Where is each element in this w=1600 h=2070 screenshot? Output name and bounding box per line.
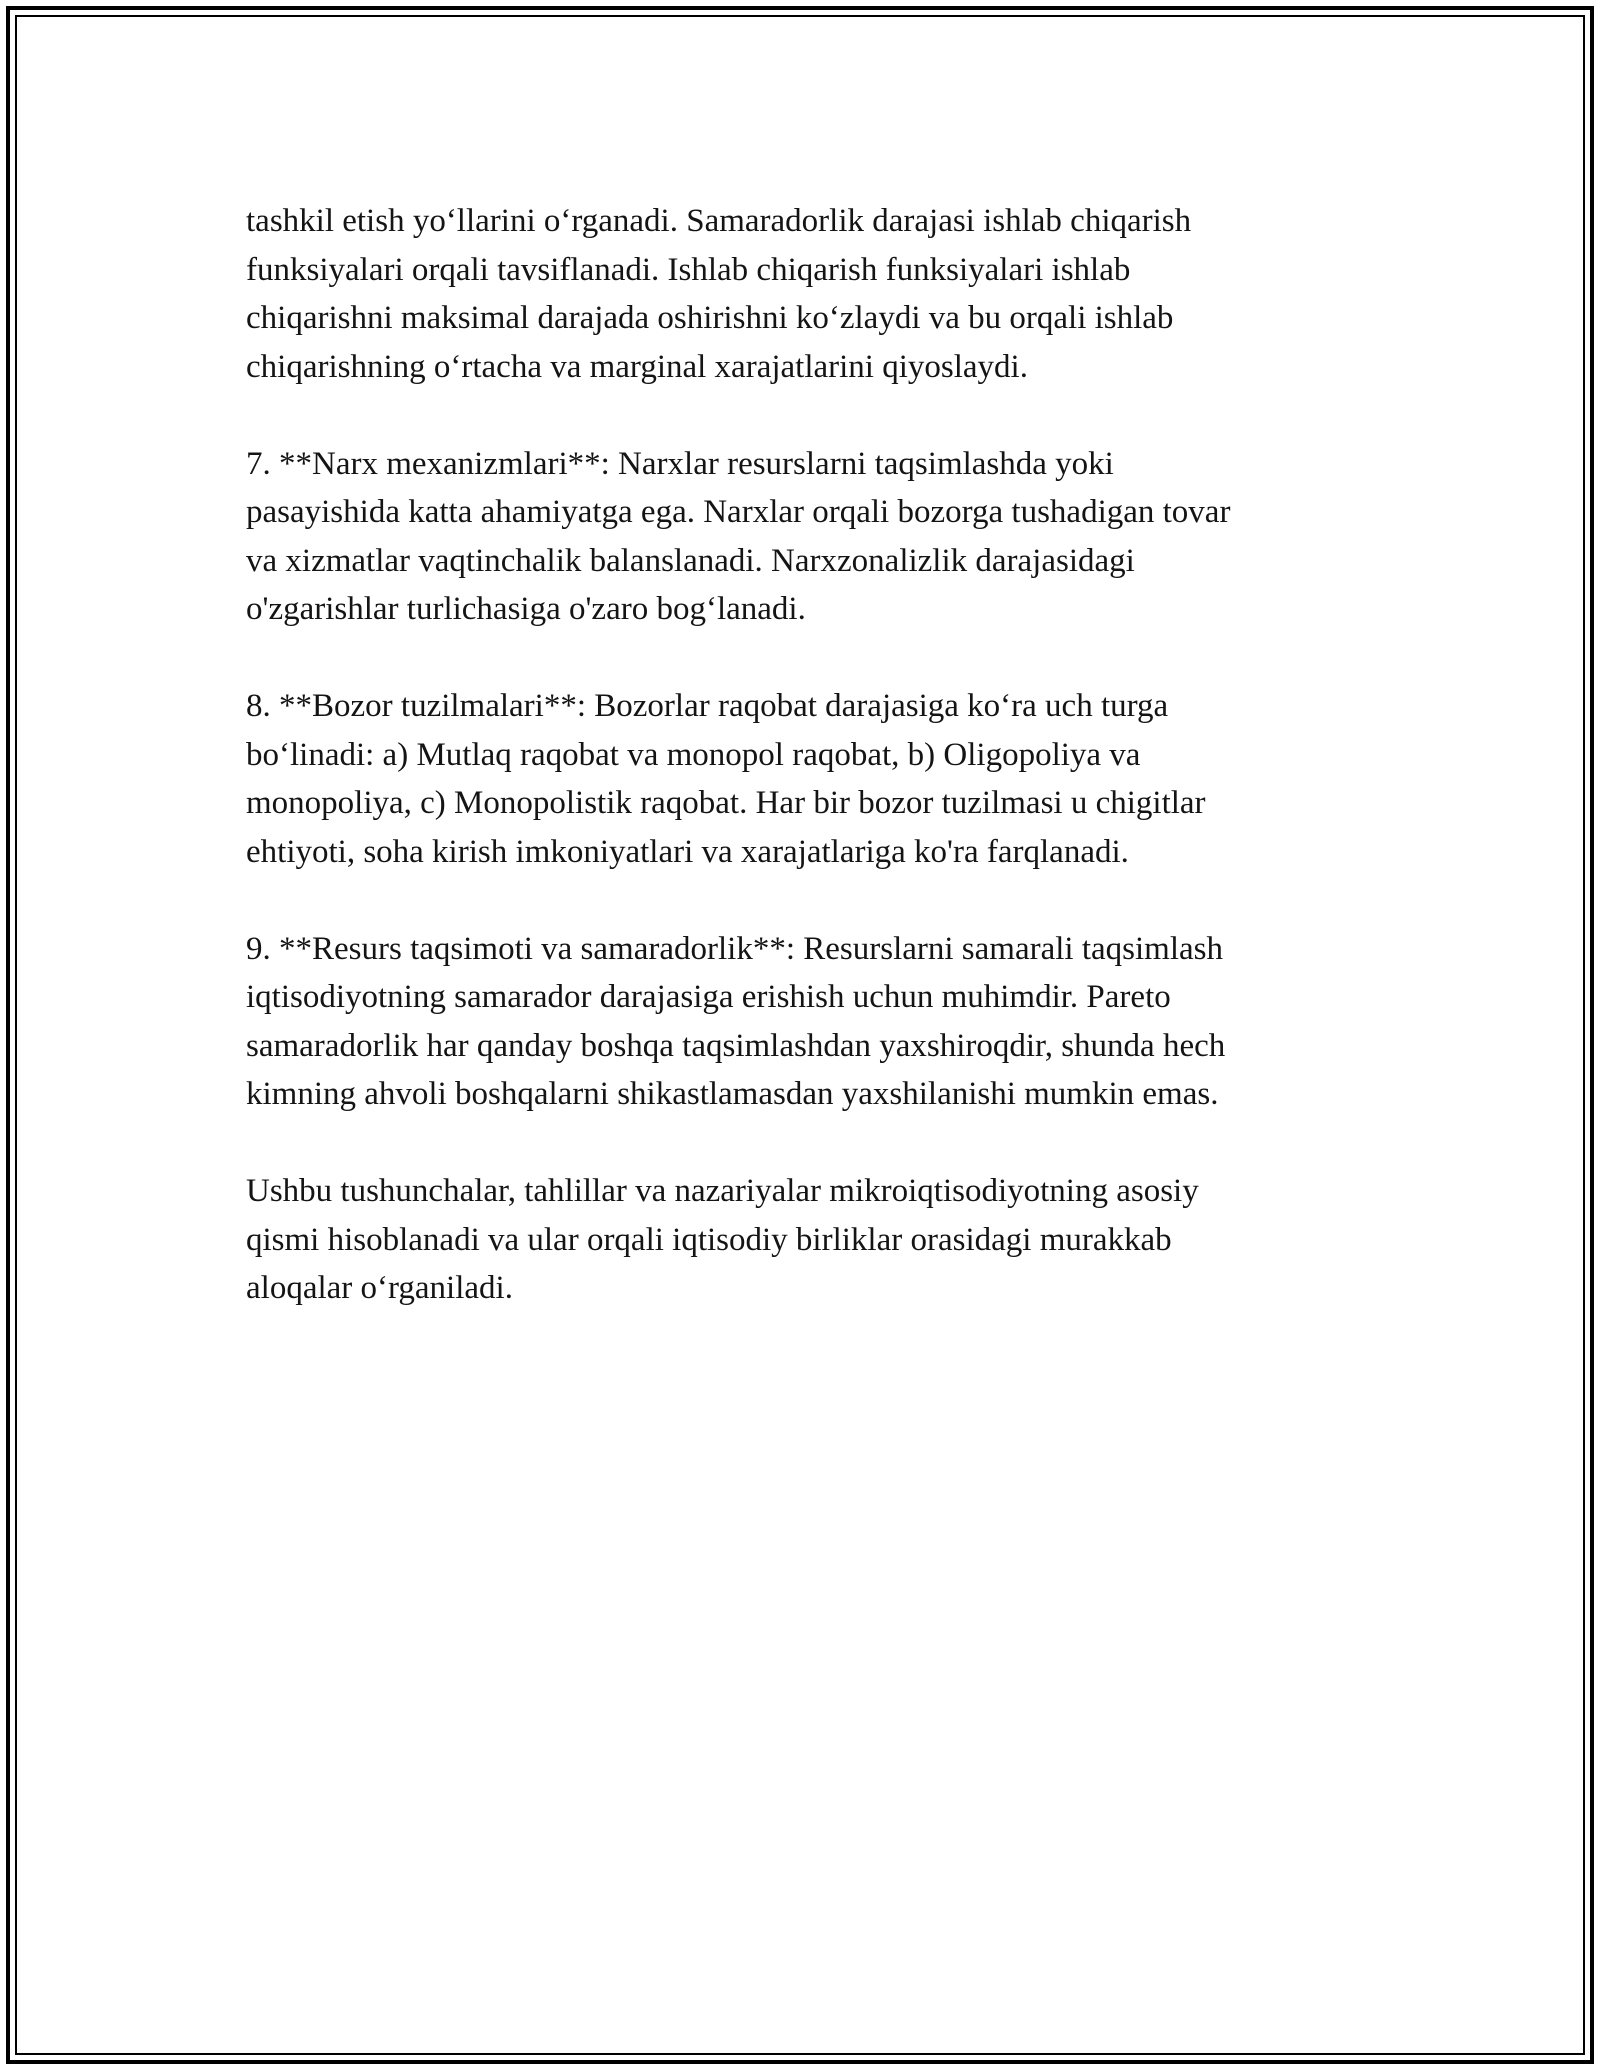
text-line: 7. **Narx mexanizmlari**: Narxlar resurslarni taqsimlashda yoki <box>246 445 1114 482</box>
paragraph-intro-continued <box>246 197 1376 391</box>
text-line: bo‘linadi: a) Mutlaq raqobat va monopol raqobat, b) Oligopoliya va <box>246 736 1141 773</box>
text-line: samaradorlik har qanday boshqa taqsimlashdan yaxshiroqdir, shunda hech <box>246 1027 1226 1064</box>
text-line: va xizmatlar vaqtinchalik balanslanadi. Narxzonalizlik darajasidagi <box>246 542 1135 579</box>
text-line: 8. **Bozor tuzilmalari**: Bozorlar raqobat darajasiga ko‘ra uch turga <box>246 688 1169 724</box>
text-line: o'zgarishlar turlichasiga o'zaro bog‘lanadi. <box>246 591 806 627</box>
paragraph-point-9 <box>246 925 1376 1119</box>
text-line: funksiyalari orqali tavsiflanadi. Ishlab chiqarish funksiyalari ishlab <box>246 251 1131 288</box>
text-line: monopoliya, c) Monopolistik raqobat. Har bir bozor tuzilmasi u chigitlar <box>246 785 1206 821</box>
text-line: ehtiyoti, soha kirish imkoniyatlari va xarajatlariga ko'ra farqlanadi. <box>246 833 1129 870</box>
text-line: tashkil etish yo‘llarini o‘rganadi. Samaradorlik darajasi ishlab chiqarish <box>246 203 1192 239</box>
text-line: chiqarishni maksimal darajada oshirishni ko‘zlaydi va bu orqali ishlab <box>246 300 1174 336</box>
text-line: Ushbu tushunchalar, tahlillar va nazariyalar mikroiqtisodiyotning asosiy <box>246 1173 1199 1209</box>
text-line: iqtisodiyotning samarador darajasiga erishish uchun muhimdir. Pareto <box>246 979 1171 1015</box>
paragraph-point-8 <box>246 682 1376 876</box>
text-line: aloqalar o‘rganiladi. <box>246 1270 513 1306</box>
text-line: 9. **Resurs taqsimoti va samaradorlik**: Resurslarni samarali taqsimlash <box>246 930 1223 967</box>
document-body <box>246 197 1376 1361</box>
paragraph-point-7 <box>246 440 1376 634</box>
text-line: qismi hisoblanadi va ular orqali iqtisodiy birliklar orasidagi murakkab <box>246 1221 1172 1258</box>
text-line: kimning ahvoli boshqalarni shikastlamasdan yaxshilanishi mumkin emas. <box>246 1076 1219 1112</box>
text-line: pasayishida katta ahamiyatga ega. Narxlar orqali bozorga tushadigan tovar <box>246 494 1231 530</box>
paragraph-conclusion <box>246 1167 1376 1313</box>
text-line: chiqarishning o‘rtacha va marginal xarajatlarini qiyoslaydi. <box>246 348 1028 385</box>
page-border <box>6 6 1594 2064</box>
